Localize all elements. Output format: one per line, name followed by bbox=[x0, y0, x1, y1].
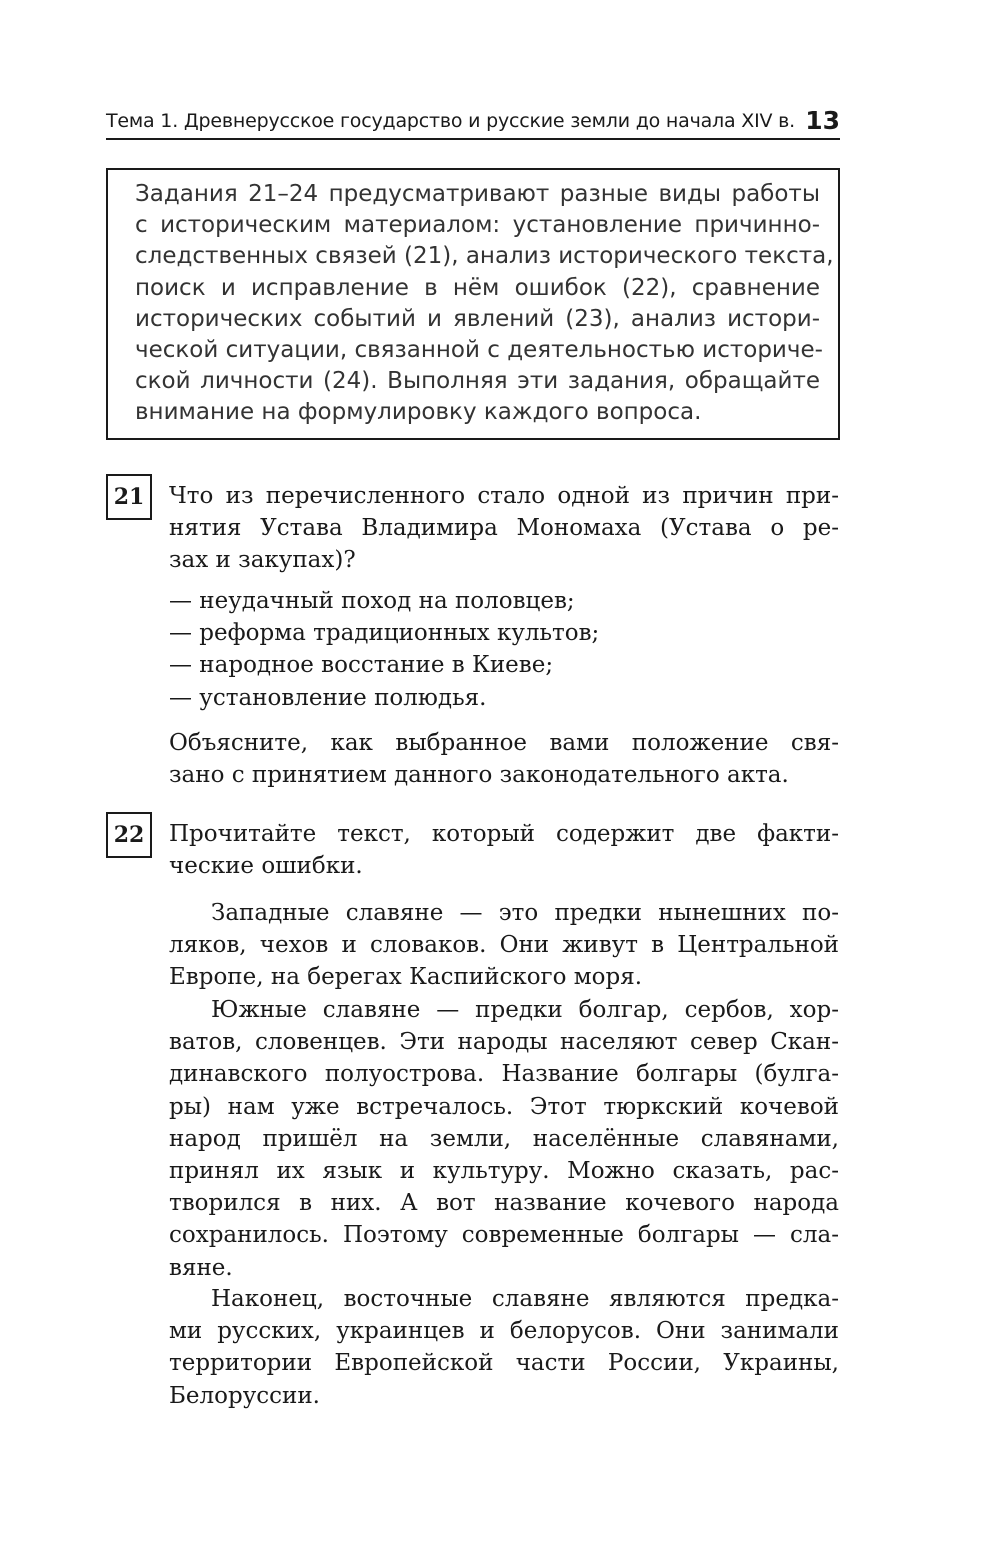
question-line: нятия Устава Владимира Мономаха (Устава о ре- bbox=[169, 515, 839, 542]
text-line: Западные славяне — это предки нынешних по- bbox=[211, 900, 839, 926]
option-item: — установление полюдья. bbox=[169, 684, 487, 711]
text-line: Наконец, восточные славяне являются предка- bbox=[211, 1286, 839, 1312]
text-line: ватов, словенцев. Эти народы населяют север Скан- bbox=[169, 1029, 839, 1056]
question-line: ческие ошибки. bbox=[169, 853, 363, 880]
option-item: — неудачный поход на половцев; bbox=[169, 588, 575, 614]
text-line: ляков, чехов и словаков. Они живут в Центральной bbox=[169, 932, 839, 959]
task-22-number: 22 bbox=[106, 812, 152, 858]
task-21-number: 21 bbox=[106, 474, 152, 520]
task-21-explain bbox=[169, 727, 839, 791]
question-line: Что из перечисленного стало одной из причин при- bbox=[169, 483, 839, 509]
intro-line: внимание на формулировку каждого вопроса. bbox=[135, 399, 702, 426]
intro-line: следственных связей (21), анализ исторического текста, bbox=[135, 243, 834, 270]
question-line: Прочитайте текст, который содержит две факти- bbox=[169, 821, 839, 847]
page-number: 13 bbox=[805, 106, 840, 135]
text-line: Европе, на берегах Каспийского моря. bbox=[169, 964, 643, 991]
text-line: Южные славяне — предки болгар, сербов, хор- bbox=[211, 997, 839, 1023]
text-line: принял их язык и культуру. Можно сказать, рас- bbox=[169, 1158, 839, 1185]
running-header bbox=[106, 104, 840, 140]
intro-line: поиск и исправление в нём ошибок (22), сравнение bbox=[135, 274, 820, 301]
option-item: — реформа традиционных культов; bbox=[169, 620, 600, 647]
intro-box bbox=[106, 168, 840, 440]
task-21-question bbox=[169, 480, 839, 577]
text-line: творился в них. А вот название кочевого народа bbox=[169, 1190, 839, 1217]
task-22-paragraph-1 bbox=[169, 897, 839, 994]
text-line: ми русских, украинцев и белорусов. Они занимали bbox=[169, 1318, 839, 1345]
text-line: сохранилось. Поэтому современные болгары — сла- bbox=[169, 1222, 839, 1249]
header-title: Тема 1. Древнерусское государство и русские земли до начала XIV в. bbox=[106, 110, 795, 132]
intro-line: Задания 21–24 предусматривают разные виды работы bbox=[135, 181, 820, 207]
intro-line: с историческим материалом: установление причинно- bbox=[135, 212, 820, 239]
text-line: ры) нам уже встречалось. Этот тюркский кочевой bbox=[169, 1093, 839, 1120]
intro-line: ческой ситуации, связанной с деятельностью историче- bbox=[135, 337, 823, 364]
text-line: народ пришёл на земли, населённые славянами, bbox=[169, 1125, 839, 1152]
explain-line: зано с принятием данного законодательного акта. bbox=[169, 762, 789, 789]
task-22-paragraph-2 bbox=[169, 994, 839, 1284]
option-item: — народное восстание в Киеве; bbox=[169, 652, 554, 679]
task-21-options bbox=[169, 585, 839, 714]
intro-line: ской личности (24). Выполняя эти задания, обращайте bbox=[135, 368, 820, 395]
explain-line: Объясните, как выбранное вами положение свя- bbox=[169, 730, 839, 756]
task-22-question bbox=[169, 818, 839, 882]
intro-line: исторических событий и явлений (23), анализ истори- bbox=[135, 305, 820, 332]
text-line: вяне. bbox=[169, 1254, 233, 1281]
text-line: Белоруссии. bbox=[169, 1382, 320, 1409]
text-line: динавского полуострова. Название болгары (булга- bbox=[169, 1061, 839, 1088]
task-22-paragraph-3 bbox=[169, 1283, 839, 1412]
question-line: зах и закупах)? bbox=[169, 547, 356, 574]
text-line: территории Европейской части России, Украины, bbox=[169, 1350, 839, 1377]
